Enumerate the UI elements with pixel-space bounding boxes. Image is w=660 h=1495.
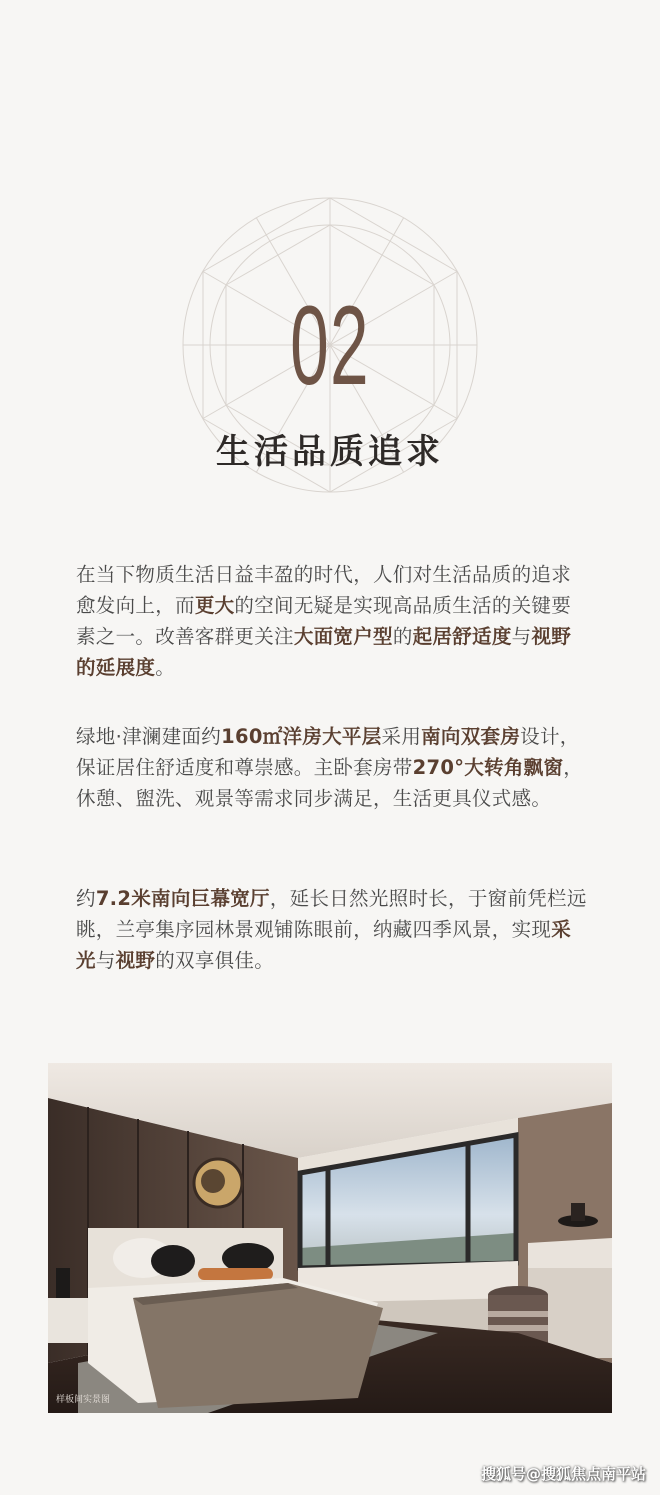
body-text: 约 [76, 887, 96, 910]
highlight-text: 采光 [76, 918, 572, 972]
highlight-text: 视野 [115, 949, 156, 972]
highlight-text: 160㎡洋房大平层 [221, 725, 382, 748]
body-text: 与 [95, 949, 116, 972]
highlight-text: 大面宽户型 [293, 625, 393, 648]
highlight-text: 270°大转角飘窗 [412, 756, 564, 779]
body-text: 。 [155, 656, 176, 679]
paragraph-2 [76, 721, 588, 814]
photo-caption: 样板间实景图 [56, 1395, 111, 1405]
bedroom-photo [48, 1063, 612, 1413]
body-text: 设计，保证居住舒适度和尊崇感。主卧套房带 [76, 725, 580, 779]
body-text: ，延长日然光照时长，于窗前凭栏远眺，兰亭集序园林景观铺陈眼前，纳藏四季风景，实现 [76, 887, 587, 941]
paragraph-3 [76, 883, 588, 976]
section-title: 生活品质追求 [216, 432, 444, 472]
highlight-text: 视野的延展度 [76, 625, 572, 679]
body-text: ，休憩、盥洗、观景等需求同步满足，生活更具仪式感。 [76, 756, 584, 810]
highlight-text: 7.2米南向巨幕宽厅 [95, 887, 270, 910]
body-text: 采用 [381, 725, 422, 748]
paragraph-1 [76, 559, 588, 683]
highlight-text: 南向双套房 [421, 725, 521, 748]
bedroom-illustration [48, 1063, 612, 1413]
highlight-text: 更大 [194, 594, 235, 617]
body-text: 的空间无疑是实现高品质生活的关键要素之一。改善客群更关注 [76, 594, 572, 648]
body-text: 绿地·津澜建面约 [76, 725, 222, 748]
body-text: 在当下物质生活日益丰盈的时代，人们对生活品质的追求愈发向上，而 [76, 563, 572, 617]
watermark: 搜狐号@搜狐焦点南平站 [480, 1465, 646, 1483]
highlight-text: 起居舒适度 [412, 625, 512, 648]
body-text: 的 [392, 625, 413, 648]
section-number: 02 [290, 283, 370, 408]
body-text: 与 [511, 625, 532, 648]
body-text: 的双享俱佳。 [155, 949, 275, 972]
